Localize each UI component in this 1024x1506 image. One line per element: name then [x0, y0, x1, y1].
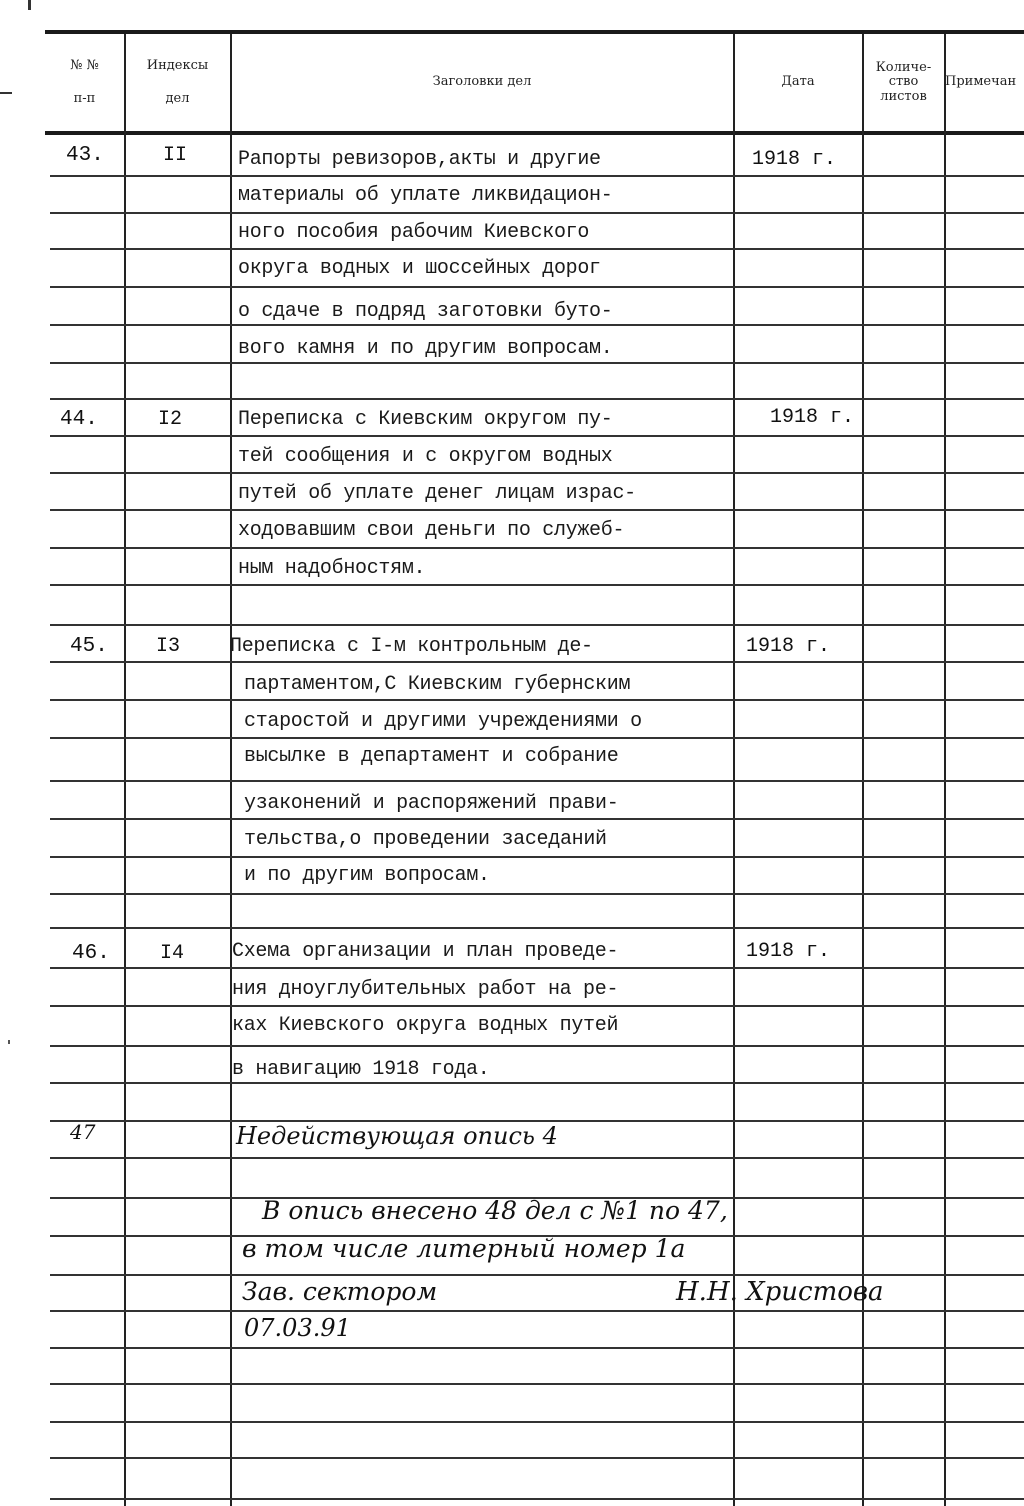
entry-date: 1918 г.	[770, 406, 855, 429]
entry-title-line: вого камня и по другим вопросам.	[238, 337, 613, 360]
entry-title-line: Переписка с I-м контрольным де-	[230, 635, 593, 658]
entry-title-line: ния дноуглубительных работ на ре-	[232, 978, 619, 1001]
entry-index: II	[163, 144, 188, 167]
column-divider	[230, 34, 232, 1506]
entry-title-line: партаментом,С Киевским губернским	[244, 673, 631, 696]
entry-date: 1918 г.	[752, 148, 837, 171]
entry-title-line: ходовавшим свои деньги по служеб-	[238, 519, 625, 542]
header-sheet-count	[863, 34, 944, 131]
entry-index: I2	[158, 408, 183, 431]
header-index	[125, 34, 230, 131]
header-sheet-count-label: листов	[880, 88, 927, 104]
entry-title-line: тельства,о проведении заседаний	[244, 828, 607, 851]
entry-title-line: округа водных и шоссейных дорог	[238, 257, 601, 280]
entry-title-line: Рапорты ревизоров,акты и другие	[238, 148, 601, 171]
entry-number: 46.	[72, 942, 110, 965]
margin-mark	[0, 92, 12, 94]
header-date-label: Дата	[781, 74, 815, 90]
entry-index: I4	[160, 942, 185, 965]
entry-title-line: материалы об уплате ликвидацион-	[238, 184, 613, 207]
handwritten-entry-number: 47	[70, 1120, 96, 1144]
margin-mark	[8, 1040, 10, 1044]
entry-date: 1918 г.	[746, 940, 831, 963]
entry-number: 44.	[60, 408, 98, 431]
header-index-label: Индексы	[146, 58, 209, 74]
header-sheet-count-label: ство	[888, 74, 919, 90]
column-divider	[124, 34, 126, 1506]
corner-mark	[28, 0, 31, 10]
header-number-label: № №	[70, 58, 99, 74]
header-bottom-rule	[45, 131, 1024, 135]
signature-date: 07.03.91	[244, 1314, 351, 1342]
entry-index: I3	[156, 635, 181, 658]
header-index-sub: дел	[165, 90, 190, 106]
entry-title-line: Схема организации и план проведе-	[232, 940, 619, 963]
header-number-sub: п-п	[73, 90, 96, 106]
entry-title-line: старостой и другими учреждениями о	[244, 710, 642, 733]
header-title-label: Заголовки дел	[432, 74, 532, 90]
handwritten-note-line: в том числе литерный номер 1а	[242, 1234, 686, 1263]
entry-title-line: путей об уплате денег лицам израс-	[238, 482, 636, 505]
signature-name: Н.Н. Христова	[676, 1277, 884, 1307]
entry-title-line: узаконений и распоряжений прави-	[244, 792, 619, 815]
entry-title-line: и по другим вопросам.	[244, 864, 490, 887]
entry-number: 45.	[70, 635, 108, 658]
entry-title-line: ным надобностям.	[238, 557, 426, 580]
entry-title-line: ках Киевского округа водных путей	[232, 1014, 619, 1037]
header-notes-label: Примечан	[945, 74, 1017, 90]
entry-title-line: ного пособия рабочим Киевского	[238, 221, 590, 244]
entry-date: 1918 г.	[746, 635, 831, 658]
header-number	[45, 34, 124, 131]
header-date	[734, 34, 862, 131]
entry-title-line: тей сообщения и с округом водных	[238, 445, 613, 468]
header-title	[231, 34, 733, 131]
header-notes	[945, 34, 1024, 131]
entry-title-line: в навигацию 1918 года.	[232, 1058, 490, 1081]
handwritten-note-line: В опись внесено 48 дел с №1 по 47,	[262, 1196, 728, 1225]
column-divider	[944, 34, 946, 1506]
handwritten-entry-title: Недействующая опись 4	[236, 1122, 558, 1150]
entry-title-line: высылке в департамент и собрание	[244, 745, 619, 768]
entry-number: 43.	[66, 144, 104, 167]
entry-title-line: о сдаче в подряд заготовки буто-	[238, 300, 613, 323]
header-sheet-count-label: Количе-	[875, 60, 932, 76]
signature-role: Зав. сектором	[242, 1277, 438, 1306]
entry-title-line: Переписка с Киевским округом пу-	[238, 408, 613, 431]
